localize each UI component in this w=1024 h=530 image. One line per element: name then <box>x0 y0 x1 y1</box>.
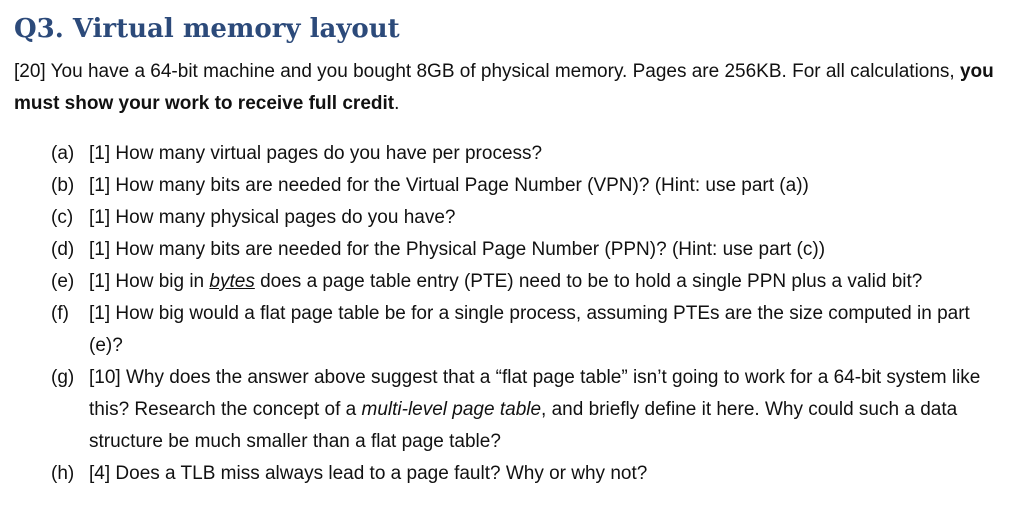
item-text: [1] How big would a flat page table be for a single process, assuming PTEs are the size computed in part (e)? <box>89 303 970 356</box>
intro-bold-text: you must show your work to receive full credit <box>14 61 994 114</box>
item-text-post: does a page table entry (PTE) need to be to hold a single PPN plus a valid bit? <box>254 271 923 292</box>
question-item-e <box>0 266 1024 298</box>
item-label: (f) <box>51 303 69 324</box>
item-text: [1] How many virtual pages do you have per process? <box>89 143 543 164</box>
item-text: [1] How many bits are needed for the Virtual Page Number (VPN)? (Hint: use part (a)) <box>89 175 809 196</box>
item-text-emphasis: multi-level page table <box>361 399 542 420</box>
item-text-post: , and briefly define it here. Why could such a data structure be much smaller than a flat page table? <box>89 399 958 452</box>
question-item-g <box>0 362 1024 458</box>
question-item-f <box>0 298 1024 362</box>
question-intro <box>14 56 1004 120</box>
question-item-h <box>0 458 1024 490</box>
intro-end: . <box>394 93 400 114</box>
item-text: [1] How many physical pages do you have? <box>89 207 456 228</box>
item-text <box>89 362 1004 458</box>
question-title: Q3. Virtual memory layout <box>14 14 400 44</box>
question-item-b <box>0 170 1024 202</box>
item-label: (g) <box>51 367 75 388</box>
item-label: (c) <box>51 207 74 228</box>
item-label: (e) <box>51 271 75 292</box>
question-item-d <box>0 234 1024 266</box>
item-text-pre: [10] Why does the answer above suggest that a “flat page table” isn’t going to work for a 64-bit system like this? Research the concept of a <box>89 367 981 420</box>
intro-text: [20] You have a 64-bit machine and you bought 8GB of physical memory. Pages are 256KB. For all calculations, <box>14 61 960 82</box>
item-label: (d) <box>51 239 75 260</box>
question-item-c <box>0 202 1024 234</box>
item-label: (h) <box>51 463 75 484</box>
item-text: [1] How many bits are needed for the Physical Page Number (PPN)? (Hint: use part (c)) <box>89 239 826 260</box>
item-label: (a) <box>51 143 75 164</box>
item-text-pre: [1] How big in <box>89 271 210 292</box>
item-text-emphasis: bytes <box>209 271 255 292</box>
question-list <box>0 138 1024 490</box>
item-label: (b) <box>51 175 75 196</box>
item-text: [4] Does a TLB miss always lead to a page fault? Why or why not? <box>89 463 648 484</box>
question-item-a <box>0 138 1024 170</box>
item-text <box>89 266 1004 298</box>
